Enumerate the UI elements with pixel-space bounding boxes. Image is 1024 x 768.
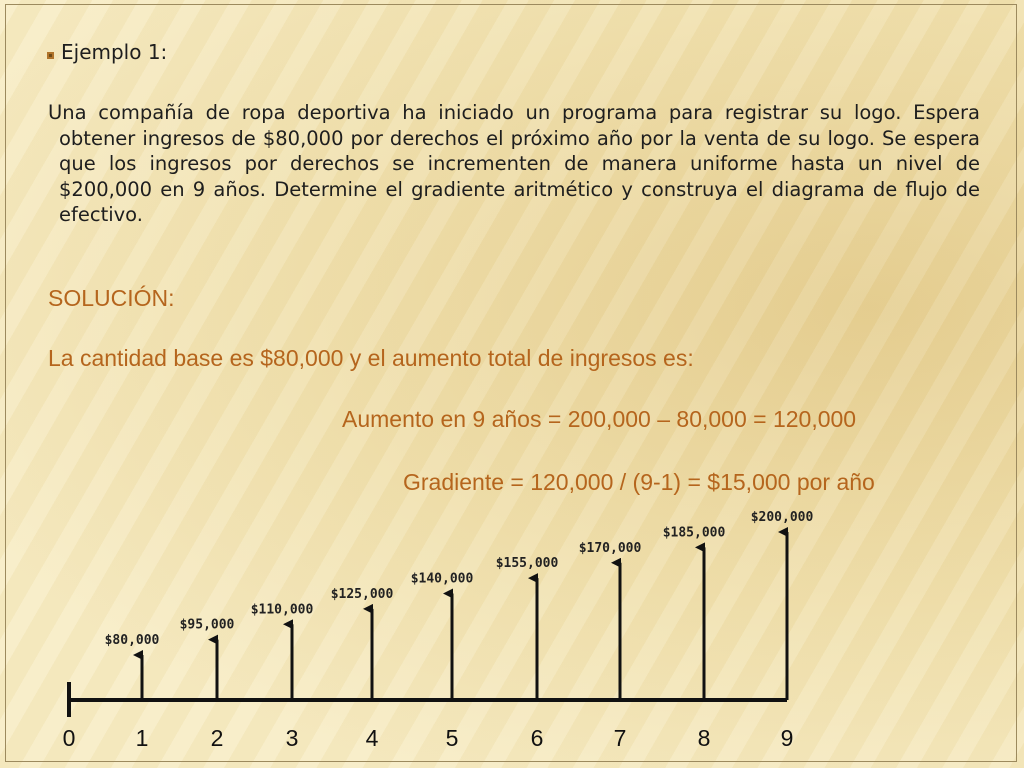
cash-flow-label-5: $140,000 bbox=[410, 571, 474, 587]
flow-arrows bbox=[105, 510, 814, 700]
period-label-7: 7 bbox=[613, 725, 627, 751]
example-heading: Ejemplo 1: bbox=[61, 40, 168, 64]
cash-flow-label-8: $185,000 bbox=[662, 525, 726, 541]
cash-flow-label-7: $170,000 bbox=[578, 540, 642, 556]
increase-equation: Aumento en 9 años = 200,000 – 80,000 = 120,000 bbox=[342, 406, 857, 432]
gradient-equation: Gradiente = 120,000 / (9-1) = $15,000 por año bbox=[403, 469, 875, 495]
cash-flow-label-2: $95,000 bbox=[179, 617, 235, 633]
problem-statement: Una compañía de ropa deportiva ha iniciado un programa para registrar su logo. Espera obtener ingresos de $80,000 por derechos el próximo año por la venta de su logo. Se espera que los ingresos por derechos se incrementen de manera uniforme hasta un nivel de $200,000 en 9 años. Determine el gradiente aritmético y construya el diagrama de flujo de efectivo. bbox=[48, 101, 980, 226]
base-amount-text: La cantidad base es $80,000 y el aumento total de ingresos es: bbox=[48, 345, 694, 371]
solution-heading: SOLUCIÓN: bbox=[48, 285, 175, 311]
period-label-1: 1 bbox=[135, 725, 149, 751]
cash-flow-label-4: $125,000 bbox=[330, 586, 394, 602]
period-label-2: 2 bbox=[210, 725, 224, 751]
period-label-9: 9 bbox=[780, 725, 794, 751]
period-label-4: 4 bbox=[365, 725, 379, 751]
period-label-6: 6 bbox=[530, 725, 544, 751]
cash-flow-label-6: $155,000 bbox=[495, 556, 559, 572]
period-label-8: 8 bbox=[697, 725, 711, 751]
period-label-5: 5 bbox=[445, 725, 459, 751]
cash-flow-label-9: $200,000 bbox=[750, 510, 814, 525]
period-label-0: 0 bbox=[62, 725, 76, 751]
period-labels bbox=[63, 725, 794, 751]
cash-flow-label-3: $110,000 bbox=[250, 602, 314, 618]
period-label-3: 3 bbox=[285, 725, 299, 751]
cash-flow-label-1: $80,000 bbox=[104, 633, 160, 648]
